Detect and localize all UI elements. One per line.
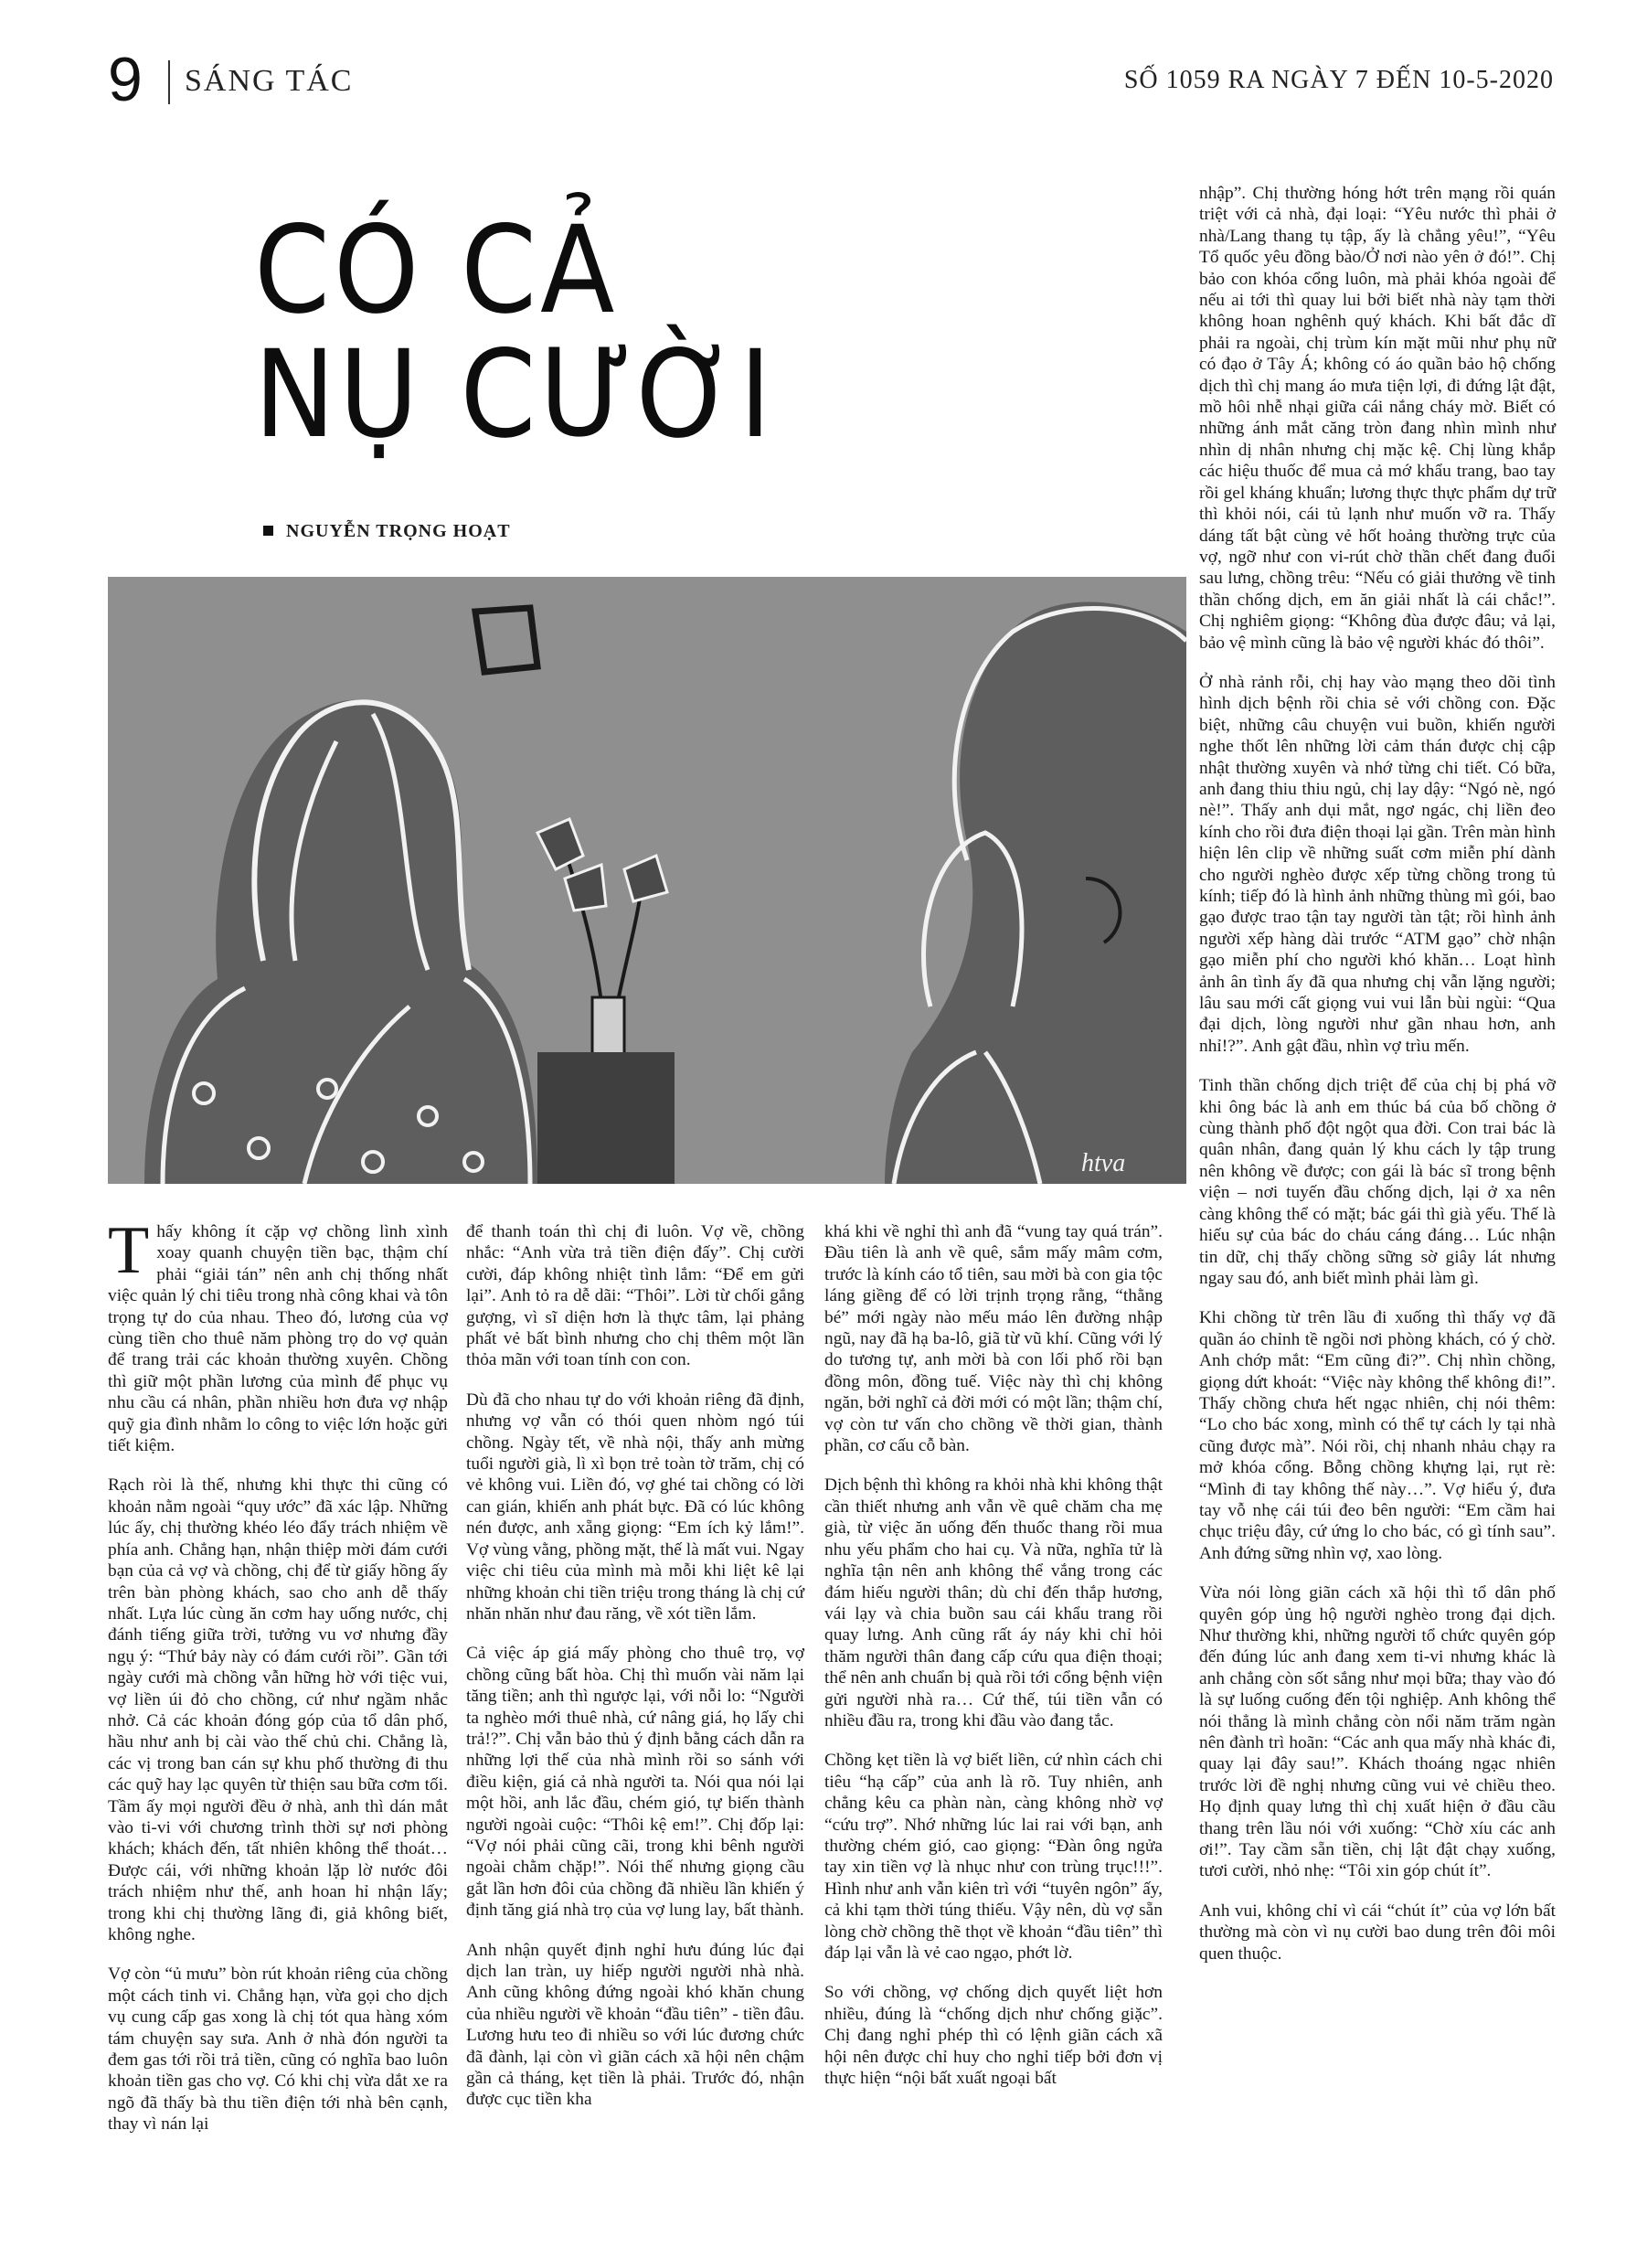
artist-signature: htva bbox=[1081, 1149, 1126, 1177]
page-header bbox=[108, 45, 1554, 114]
article-illustration bbox=[108, 577, 1186, 1184]
paragraph: Vừa nói lòng giãn cách xã hội thì tổ dân phố quyên góp ủng hộ người nghèo trong đại dịch. Như thường khi, những người tổ chức quyên góp đến đúng lúc anh đang xem ti-vi nhưng khác là anh chẳng còn sốt sắng như mọi bữa; thay vào đó là sự luống cuống đến tội nghiệp. Anh không thể nói thẳng là mình chẳng còn nổi năm trăm ngàn nên đành trì hoãn: “Các anh qua mấy nhà khác đi, quay lại đây sau!”. Khách thoáng ngạc nhiên trước lời đề nghị nhưng cũng vui vẻ chiều theo. Họ định quay lưng thì chị xuất hiện ở đầu cầu thang trên lầu nói với xuống: “Chờ xíu các anh ơi!”. Tay cầm sẵn tiền, chị lật đật chạy xuống, tươi cười, nhỏ nhẹ: “Tôi xin góp chút ít”. bbox=[1199, 1583, 1556, 1881]
paragraph: Khi chồng từ trên lầu đi xuống thì thấy vợ đã quần áo chỉnh tề ngồi nơi phòng khách, có ý chờ. Anh chớp mắt: “Em cũng đi?”. Chị nhìn chồng, giọng dứt khoát: “Việc này không thể không đi!”. Thấy chồng chưa hết ngạc nhiên, chị nói thêm: “Lo cho bác xong, mình có thể tự cách ly tại nhà cũng được mà”. Nói rồi, chị nhanh nhảu chạy ra mở khóa cổng. Bỗng chồng khựng lại, rụt rè: “Mình đi tay không thế này…”. Vợ hiểu ý, đưa tay vỗ nhẹ cái túi đeo bên người: “Em cầm hai chục triệu đây, cứ ứng lo cho bác, có gì tính sau”. Anh đứng sững nhìn vợ, xao lòng. bbox=[1199, 1308, 1556, 1563]
paragraph: khá khi về nghỉ thì anh đã “vung tay quá trán”. Đầu tiên là anh về quê, sắm mấy mâm cơm, trước là kính cáo tổ tiên, sau mời bà con gia tộc láng giềng để có lời trịnh trọng rằng, “thằng bé” mới ngày nào mếu máo lên đường nhập ngũ, nay đã hạ ba-lô, giã từ vũ khí. Cũng với lý do tương tự, anh mời bà con lối phố rồi bạn đồng môn, đồng tuế. Việc này thì chị không ngăn, bởi nghĩ cả đời mới có một lần; thậm chí, vợ còn tư vấn cho chồng về thời gian, thành phần, cơ cấu cỗ bàn. bbox=[824, 1222, 1163, 1456]
paragraph: Cả việc áp giá mấy phòng cho thuê trọ, vợ chồng cũng bất hòa. Chị thì muốn vài năm lại tăng tiền; anh thì ngược lại, với nỗi lo: “Người ta nghèo mới thuê nhà, cứ nâng giá, họ lấy chi trả!?”. Chị vẫn bảo thủ ý định bằng cách dẫn ra những lợi thế của nhà mình rồi so sánh với điều kiện, giá cả nhà người ta. Nói qua nói lại một hồi, anh lắc đầu, chém gió, tự biến thành người ngoài cuộc: “Thôi kệ em!”. Chị đốp lại: “Vợ nói phải cũng cãi, trong khi bênh người ngoài chằm chặp!”. Nói thế nhưng giọng cầu gắt lần hơn đôi của chồng đã nhiều lần khiến ý định tăng giá nhà trọ của vợ lung lay, bất thành. bbox=[466, 1644, 804, 1921]
author-byline: NGUYỄN TRỌNG HOẠT bbox=[263, 521, 511, 542]
paragraph: Anh vui, không chỉ vì cái “chút ít” của vợ lớn bất thường mà còn vì nụ cười bao dung trên đôi môi quen thuộc. bbox=[1199, 1901, 1556, 1964]
paragraph: nhập”. Chị thường hóng hớt trên mạng rồi quán triệt với cả nhà, đại loại: “Yêu nước thì phải ở nhà/Lang thang tụ tập, ấy là chẳng yêu!”, “Yêu Tổ quốc yêu đồng bào/Ở nơi nào yên ở đó!”. Chị bảo con khóa cổng luôn, mà phải khóa ngoài để nếu ai tới thì quay lui bởi biết nhà này tạm thời không hoan nghênh quý khách. Khi bất đắc dĩ phải ra ngoài, chị trùm kín mặt mũi như phụ nữ có đạo ở Tây Á; không có áo quần bảo hộ chống dịch thì chị mang áo mưa tiện lợi, đi đứng lật đật, mồ hôi nhễ nhại giữa cái nắng cháy mờ. Biết có những ánh mắt căng tròn đang nhìn mình như nhìn dị nhân nhưng chị mặc kệ. Chị lùng khắp các hiệu thuốc để mua cả mớ khẩu trang, bao tay rồi gel kháng khuẩn; lương thực thực phẩm dự trữ thì khỏi nói, cái tủ lạnh như muốn vỡ ra. Thấy dáng tất bật cùng vẻ hốt hoảng thường trực của vợ, ngỡ như con vi-rút chờ thần chết đang đuổi sau lưng, chồng trêu: “Nếu có giải thưởng về tinh thần chống dịch, em ăn giải nhất là cái chắc!”. Chị nghiêm giọng: “Không đùa được đâu; vả lại, bảo vệ mình cũng là bảo vệ người khác đó thôi”. bbox=[1199, 184, 1556, 653]
pedestal bbox=[537, 1052, 675, 1184]
page-number: 9 bbox=[108, 45, 143, 114]
paragraph: Dù đã cho nhau tự do với khoản riêng đã định, nhưng vợ vẫn có thói quen nhòm ngó túi chồng. Ngày tết, về nhà nội, thấy anh mừng tuổi người già, lì xì bọn trẻ toàn tờ trăm, chị có vẻ không vui. Liền đó, vợ ghé tai chồng có lời can gián, khiến anh phát bực. Đã có lúc không nén được, anh xẵng giọng: “Em ích kỷ lắm!”. Vợ vùng vằng, phồng mặt, thế là mất vui. Ngay việc chi tiêu của mình mà mỗi khi liệt kê lại những khoản chi tiền triệu trong tháng là chị cứ nhăn nhăn như đau răng, về xót tiền lắm. bbox=[466, 1390, 804, 1624]
paragraph: Anh nhận quyết định nghỉ hưu đúng lúc đại dịch lan tràn, uy hiếp người người nhà nhà. Anh cũng không đứng ngoài khó khăn chung của nhiều người về khoản “đầu tiên” - tiền đâu. Lương hưu teo đi nhiều so với lúc đương chức đã đành, lại còn vì giãn cách xã hội nên chậm gần cả tháng, kẹt tiền là phải. Trước đó, nhận được cục tiền kha bbox=[466, 1940, 804, 2110]
title-line-1: CÓ CẢ bbox=[254, 200, 619, 341]
article-title bbox=[254, 200, 775, 465]
paragraph: Vợ còn “ủ mưu” bòn rút khoản riêng của chồng một cách tinh vi. Chẳng hạn, vừa gọi cho dịch vụ cung cấp gas xong là chị tót qua hàng xóm tám chuyện say sưa. Anh ở nhà đón người ta đem gas tới rồi trả tiền, cũng có nghĩa bao luôn khoản tiền gas cho vợ. Có khi chị vừa dắt xe ra ngõ đã thấy bà thu tiền điện tới nhà bên cạnh, thay vì nán lại bbox=[108, 1965, 448, 2135]
paragraph: Thấy không ít cặp vợ chồng lình xình xoay quanh chuyện tiền bạc, thậm chí phải “giải tán” nên anh chị thống nhất việc quản lý chi tiêu trong nhà công khai và tôn trọng tự do của nhau. Theo đó, lương của vợ cùng tiền cho thuê năm phòng trọ do vợ quản để trang trải các khoản thường xuyên. Chồng thì giữ một phần lương của mình để phục vụ nhu cầu cá nhân, phần nhiều hơn đưa vợ nhập quỹ gia đình nhằm lo công to việc lớn hoặc gửi tiết kiệm. bbox=[108, 1213, 448, 1456]
section-name: SÁNG TÁC bbox=[185, 64, 354, 98]
article-column-1 bbox=[108, 1213, 448, 2154]
header-divider bbox=[168, 60, 170, 104]
vase bbox=[592, 997, 624, 1061]
paragraph: Rạch ròi là thế, nhưng khi thực thi cũng có khoản nằm ngoài “quy ước” đã xác lập. Những lúc ấy, chị thường khéo léo đẩy trách nhiệm về phía anh. Chẳng hạn, nhận thiệp mời đám cưới bạn của cả vợ và chồng, chị để từ giấy hồng ấy trên bàn phòng khách, sao cho anh dễ thấy nhất. Lựa lúc cùng ăn cơm hay uống nước, chị đánh tiếng giữa trời, tưởng vu vơ nhưng đầy ngụ ý: “Thứ bảy này có đám cưới rồi”. Gần tới ngày cưới mà chồng vẫn hững hờ với tiệc vui, vợ liền úi đỏ cho chồng, cứ như ngầm nhắc nhở. Cả các khoản đóng góp của tổ dân phố, hầu như anh bị cài vào thế chủ chi. Chẳng là, các vị trong ban cán sự khu phố thường đi thu các quỹ hay lạc quyên từ thiện sau bữa cơm tối. Tầm ấy mọi người đều ở nhà, anh thì dán mắt vào ti-vi với chương trình thời sự nơi phòng khách; khách đến, tất nhiên không thể thoát… Được cái, với những khoản lặp lờ nước đôi trách nhiệm như thế, anh hoan hỉ nhận lấy; trong khi chị thường lãng đi, giả không biết, không nghe. bbox=[108, 1475, 448, 1944]
issue-info: SỐ 1059 RA NGÀY 7 ĐẾN 10-5-2020 bbox=[1123, 66, 1554, 94]
title-line-2: NỤ CƯỜI bbox=[254, 325, 775, 465]
paragraph: So với chồng, vợ chống dịch quyết liệt hơn nhiều, đúng là “chống dịch như chống giặc”. Chị đang nghỉ phép thì có lệnh giãn cách xã hội nên được chỉ huy cho nghỉ tiếp bởi đơn vị thực hiện “nội bất xuất ngoại bất bbox=[824, 1983, 1163, 2089]
article-column-2 bbox=[466, 1221, 804, 2129]
article-column-3 bbox=[824, 1221, 1163, 2107]
paragraph: Tinh thần chống dịch triệt để của chị bị phá vỡ khi ông bác là anh em thúc bá của bố chồng ở cùng thành phố đột ngột qua đời. Con trai bác là quân nhân, đang quản lý khu cách ly tập trung nên không về được; con gái là bác sĩ trong bệnh viện – nơi tuyến đầu chống dịch, lại ở xa nên càng không thể có mặt; bác gái thì già yếu. Thế là hiếu sự của bác do cháu cáng đáng… Lúc nhận tin dữ, chị thấy chồng sững sờ giây lát nhưng ngay sau đó, anh biết mình phải làm gì. bbox=[1199, 1076, 1556, 1288]
article-column-4 bbox=[1199, 183, 1556, 1983]
paragraph: Chồng kẹt tiền là vợ biết liền, cứ nhìn cách chi tiêu “hạ cấp” của anh là rõ. Tuy nhiên, anh chẳng kêu ca phàn nàn, càng không nhờ vợ “cứu trợ”. Nhớ những lúc lai rai với bạn, anh thường chém gió, cao giọng: “Đàn ông ngửa tay xin tiền vợ là nhục như con trùng trục!!!”. Hình như anh vẫn kiên trì với “tuyên ngôn” ấy, cả khi tạm thời túng thiếu. Vậy nên, dù vợ sẵn lòng chờ chồng thẽ thọt về khoản “đầu tiên” thì đáp lại vẫn là vẻ cao ngạo, phớt lờ. bbox=[824, 1751, 1163, 1963]
paragraph: để thanh toán thì chị đi luôn. Vợ về, chồng nhắc: “Anh vừa trả tiền điện đấy”. Chị cười cười, đáp không nhiệt tình lắm: “Để em gửi lại”. Anh tỏ ra dễ dãi: “Thôi”. Lời từ chối gắng gượng, vì sĩ diện hơn là thực tâm, lại phảng phất vẻ bất bình nhưng cho chị thêm một lần thỏa mãn với toan tính con con. bbox=[466, 1222, 804, 1370]
paragraph: Dịch bệnh thì không ra khỏi nhà khi không thật cần thiết nhưng anh vẫn về quê chăm cha mẹ già, từ việc ăn uống đến thuốc thang rồi mua nhu yếu phẩm cho hai cụ. Và nữa, nghĩa tử là nghĩa tận nên anh không thể vắng trong các đám hiếu người thân; dù chỉ đến thắp hương, vái lạy và chia buồn sau cái khẩu trang rồi quay lưng. Anh cũng rất áy náy khi chỉ hỏi thăm người thân đang cấp cứu qua điện thoại; thể nên anh chuẩn bị quà rồi tới cổng bệnh viện gửi người nhà ra… Cứ thế, túi tiền vẫn có nhiều đầu ra, trong khi đầu vào đang tắc. bbox=[824, 1475, 1163, 1730]
paragraph: Ở nhà rảnh rỗi, chị hay vào mạng theo dõi tình hình dịch bệnh rồi chia sẻ với chồng con. Đặc biệt, những câu chuyện vui buồn, khiến người nghe thốt lên những lời cảm thán được chị cập nhật thường xuyên và nhớ từng chi tiết. Có bữa, anh đang thiu thiu ngủ, chị lay dậy: “Ngó nè, ngó nè!”. Thấy anh dụi mắt, ngơ ngác, chị liền đeo kính cho rồi đưa điện thoại lại gần. Trên màn hình hiện lên clip về những suất cơm miễn phí dành cho người nghèo được xếp từng chồng trong tủ kính; tiếp đó là hình ảnh những thùng mì gói, bao gạo được trao tận tay người tàn tật; rồi hình ảnh người xếp hàng dài trước “ATM gạo” chờ nhận gạo miễn phí cho người khó khăn… Loạt hình ảnh ân tình ấy đã qua nhưng chị vẫn lặng người; lâu sau mới cất giọng vui vui lẫn bùi ngùi: “Qua đại dịch, lòng người như gần nhau hơn, anh nhỉ!?”. Anh gật đầu, nhìn vợ trìu mến. bbox=[1199, 672, 1556, 1056]
